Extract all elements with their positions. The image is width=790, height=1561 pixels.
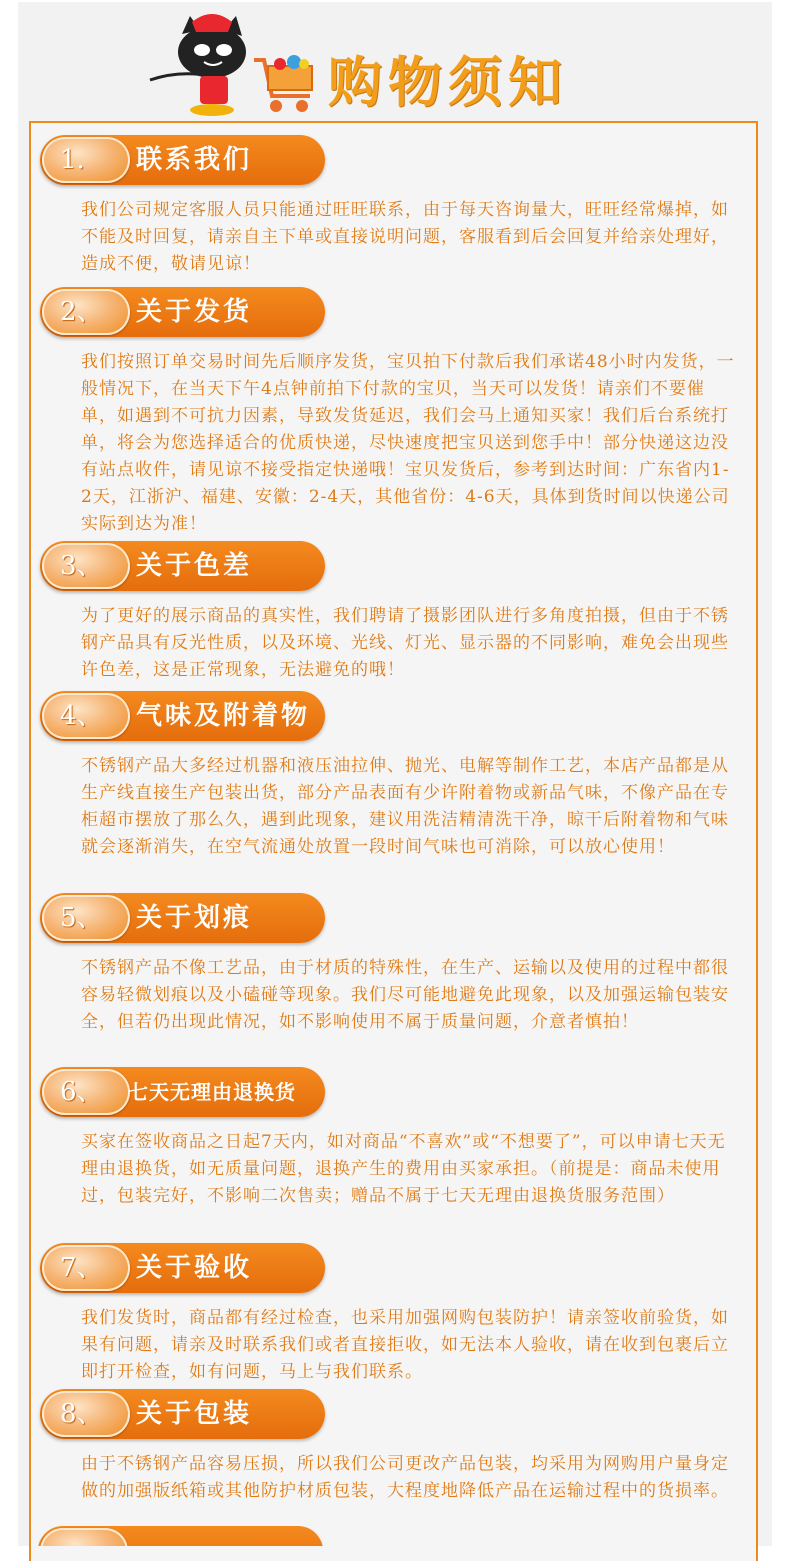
section-number: 1.	[42, 137, 130, 183]
section-text: 由于不锈钢产品容易压损，所以我们公司更改产品包装，均采用为网购用户量身定做的加强版纸箱或其他防护材质包装，大程度地降低产品在运输过程中的货损率。	[81, 1454, 729, 1501]
section-title: 关于色差	[136, 551, 253, 581]
page-title: 购物须知	[328, 50, 568, 114]
section-number: 3、	[42, 543, 130, 589]
section-number: 6、	[42, 1069, 130, 1115]
section-number: 7、	[42, 1245, 130, 1291]
section-heading	[40, 541, 325, 591]
section-text: 不锈钢产品大多经过机器和液压油拉伸、抛光、电解等制作工艺，本店产品都是从生产线直接生产包装出货，部分产品表面有少许附着物或新品气味，不像产品在专柜超市摆放了那么久，遇到此现象，建议用洗洁精清洗干净，晾干后附着物和气味就会逐渐消失，在空气流通处放置一段时间气味也可消除，可以放心使用！	[81, 756, 729, 857]
section-heading	[40, 287, 325, 337]
section-title: 关于发货	[136, 297, 253, 327]
section-text: 我们发货时，商品都有经过检查，也采用加强网购包装防护！请亲签收前验货，如果有问题，请亲及时联系我们或者直接拒收，如无法本人验收，请在收到包裹后立即打开检查，如有问题，马上与我们联系。	[81, 1308, 729, 1382]
section-title: 关于包装	[136, 1399, 253, 1429]
section-text: 我们公司规定客服人员只能通过旺旺联系，由于每天咨询量大，旺旺经常爆掉，如不能及时回复，请亲自主下单或直接说明问题，客服看到后会回复并给亲处理好，造成不便，敬请见谅！	[81, 200, 729, 274]
section-title: 七天无理由退换货	[128, 1080, 296, 1104]
next-section-heading-partial	[38, 1526, 323, 1546]
section-title: 气味及附着物	[136, 701, 311, 731]
section-heading	[40, 1389, 325, 1439]
section-text: 不锈钢产品不像工艺品，由于材质的特殊性，在生产、运输以及使用的过程中都很容易轻微划痕以及小磕碰等现象。我们尽可能地避免此现象，以及加强运输包装安全，但若仍出现此情况，如不影响使用不属于质量问题，介意者慎拍！	[81, 958, 729, 1032]
shopping-cart-icon	[250, 50, 320, 120]
section-text: 买家在签收商品之日起7天内，如对商品“不喜欢”或“不想要了”，可以申请七天无理由退换货，如无质量问题，退换产生的费用由买家承担。（前提是：商品未使用过，包装完好，不影响二次售卖；赠品不属于七天无理由退换货服务范围）	[81, 1132, 726, 1206]
section-title: 联系我们	[136, 145, 253, 175]
section-heading	[40, 1067, 325, 1117]
section-title: 关于验收	[136, 1253, 253, 1283]
notice-frame	[29, 121, 758, 1561]
section-heading	[40, 893, 325, 943]
section-text: 我们按照订单交易时间先后顺序发货，宝贝拍下付款后我们承诺48小时内发货，一般情况下，在当天下午4点钟前拍下付款的宝贝，当天可以发货！请亲们不要催单，如遇到不可抗力因素，导致发货延迟，我们会马上通知买家！我们后台系统打单，将会为您选择适合的优质快递，尽快速度把宝贝送到您手中！部分快递这边没有站点收件，请见谅不接受指定快递哦！宝贝发货后，参考到达时间：广东省内1-2天，江浙沪、福建、安徽：2-4天，其他省份：4-6天，具体到货时间以快递公司实际到达为准！	[81, 352, 735, 534]
section-number: 2、	[42, 289, 130, 335]
section-number-partial	[40, 1528, 128, 1546]
section-heading	[40, 1243, 325, 1293]
section-heading	[40, 135, 325, 185]
section-text: 为了更好的展示商品的真实性，我们聘请了摄影团队进行多角度拍摄，但由于不锈钢产品具有反光性质，以及环境、光线、灯光、显示器的不同影响，难免会出现些许色差，这是正常现象，无法避免的哦！	[81, 606, 729, 680]
section-title: 关于划痕	[136, 903, 253, 933]
section-number: 5、	[42, 895, 130, 941]
section-heading	[40, 691, 325, 741]
section-number: 8、	[42, 1391, 130, 1437]
section-number: 4、	[42, 693, 130, 739]
header	[140, 10, 620, 120]
